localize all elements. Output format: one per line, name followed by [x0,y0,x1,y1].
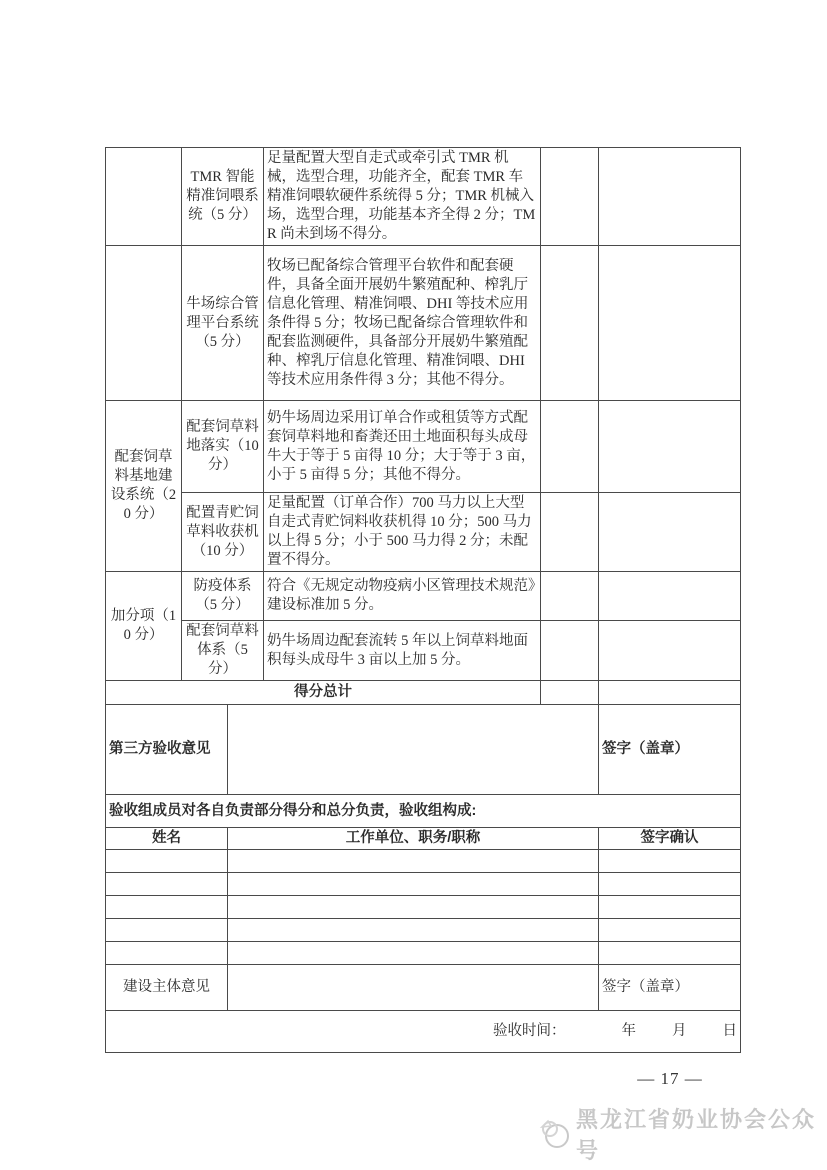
workunit-blank-cell [228,942,599,965]
third-party-opinion-row [106,705,741,795]
category-cell-empty [106,148,182,246]
score-blank-cell [541,621,599,681]
signature-seal-label: 签字（盖章） [599,705,741,795]
total-score-blank-cell [541,681,599,705]
members-header-row [106,828,741,850]
item-label: 防疫体系（5 分） [182,572,264,621]
workunit-blank-cell [228,919,599,942]
category-label: 加分项（10 分） [106,572,182,681]
table-row [106,493,741,572]
builder-opinion-row [106,965,741,1011]
builder-signature-seal-label: 签字（盖章） [599,965,741,1011]
builder-opinion-label: 建设主体意见 [106,965,228,1011]
criteria-text: 牧场已配备综合管理平台软件和配套硬件，具备全面开展奶牛繁殖配种、榨乳厅信息化管理、精准饲喂、DHI 等技术应用条件得 5 分；牧场已配备综合管理软件和配套监测硬件，具备部分开展奶牛繁殖配种、榨乳厅信息化管理、精准饲喂、DHI 等技术应用条件得 3 分；其他不得分。 [264,246,541,401]
signoff-table [105,704,741,1053]
criteria-text: 足量配置（订单合作）700 马力以上大型自走式青贮饲料收获机得 10 分；500 马力以上得 5 分；小于 500 马力得 2 分；未配置不得分。 [264,493,541,572]
table-row [106,572,741,621]
category-label: 配套饲草料基地建设系统（20 分） [106,401,182,572]
criteria-text: 符合《无规定动物疫病小区管理技术规范》建设标准加 5 分。 [264,572,541,621]
signature-blank-cell [599,873,741,896]
score-blank-cell [541,148,599,246]
signature-blank-cell [599,896,741,919]
remark-blank-cell [599,148,741,246]
workunit-blank-cell [228,873,599,896]
name-blank-cell [106,919,228,942]
criteria-text: 足量配置大型自走式或牵引式 TMR 机械，选型合理，功能齐全，配套 TMR 车精准饲喂软硬件系统得 5 分；TMR 机械入场，选型合理，功能基本齐全得 2 分；TMR 尚未到场不得分。 [264,148,541,246]
table-row [106,148,741,246]
day-label: 日 [722,1023,737,1039]
item-label: 配套饲草料体系（5 分） [182,621,264,681]
acceptance-date-row [106,1011,741,1053]
total-label: 得分总计 [106,681,541,705]
remark-blank-cell [599,572,741,621]
signature-blank-cell [599,850,741,873]
score-blank-cell [541,246,599,401]
signature-blank-cell [599,942,741,965]
header-name: 姓名 [106,828,228,850]
score-blank-cell [541,493,599,572]
remark-blank-cell [599,493,741,572]
acceptance-date-label: 验收时间： [493,1023,566,1039]
member-empty-row [106,942,741,965]
watermark-text: 黑龙江省奶业协会公众号 [576,1107,817,1163]
workunit-blank-cell [228,850,599,873]
item-label: 配套饲草料地落实（10 分） [182,401,264,493]
name-blank-cell [106,942,228,965]
panel-note-text: 验收组成员对各自负责部分得分和总分负责，验收组构成: [106,795,741,828]
panel-note-row [106,795,741,828]
table-row [106,401,741,493]
header-signature-confirm: 签字确认 [599,828,741,850]
category-cell-empty [106,246,182,401]
year-label: 年 [621,1023,636,1039]
page-number: — 17 — [637,1069,703,1088]
remark-blank-cell [599,621,741,681]
item-label: 牛场综合管理平台系统（5 分） [182,246,264,401]
opinion-blank-cell [228,705,599,795]
total-remark-blank-cell [599,681,741,705]
remark-blank-cell [599,401,741,493]
name-blank-cell [106,873,228,896]
signature-blank-cell [599,919,741,942]
acceptance-date-cell [106,1011,741,1053]
item-label: TMR 智能精准饲喂系统（5 分） [182,148,264,246]
member-empty-row [106,850,741,873]
builder-opinion-blank-cell [228,965,599,1011]
item-label: 配置青贮饲草料收获机（10 分） [182,493,264,572]
workunit-blank-cell [228,896,599,919]
member-empty-row [106,919,741,942]
score-blank-cell [541,401,599,493]
name-blank-cell [106,896,228,919]
association-logo-icon [538,1117,572,1151]
criteria-text: 奶牛场周边配套流转 5 年以上饲草料地面积每头成母牛 3 亩以上加 5 分。 [264,621,541,681]
remark-blank-cell [599,246,741,401]
table-row [106,246,741,401]
score-blank-cell [541,572,599,621]
name-blank-cell [106,850,228,873]
member-empty-row [106,896,741,919]
table-row [106,621,741,681]
total-row [106,681,741,705]
score-table [105,147,741,705]
criteria-text: 奶牛场周边采用订单合作或租赁等方式配套饲草料地和畜粪还田土地面积每头成母牛大于等于 5 亩得 10 分；大于等于 3 亩，小于 5 亩得 5 分；其他不得分。 [264,401,541,493]
watermark [538,1107,827,1163]
document-page [105,147,740,1053]
header-workunit-title: 工作单位、职务/职称 [228,828,599,850]
third-party-opinion-label: 第三方验收意见 [106,705,228,795]
member-empty-row [106,873,741,896]
month-label: 月 [672,1023,687,1039]
